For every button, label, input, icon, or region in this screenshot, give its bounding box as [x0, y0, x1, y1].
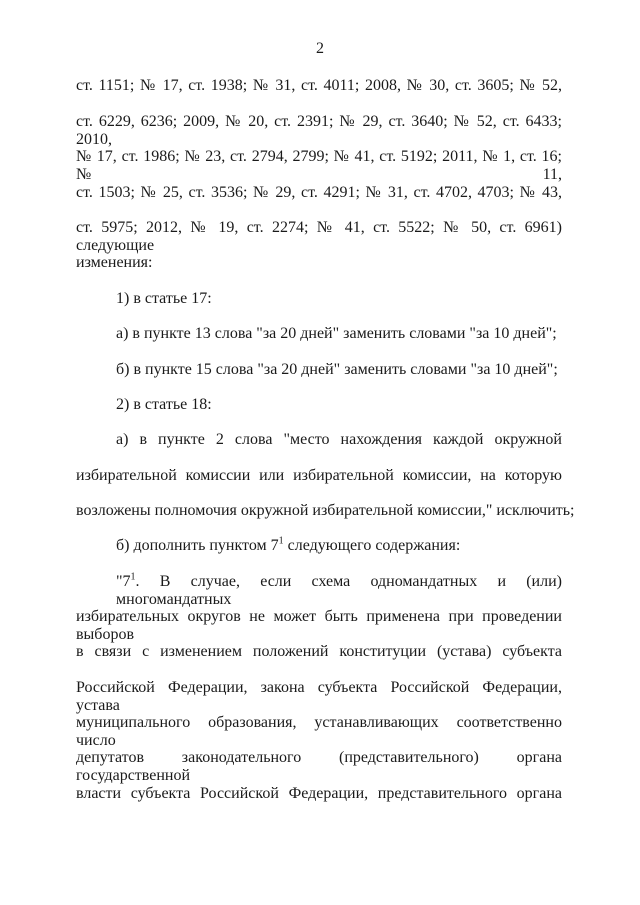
item-1-heading: 1) в статье 17:	[116, 290, 212, 307]
citation-line: изменения:	[76, 254, 153, 271]
new-point-line: власти субъекта Российской Федерации, представительного органа	[76, 785, 562, 802]
item-2a-line: возложены полномочия окружной избирательной комиссии," исключить;	[76, 502, 575, 519]
new-point-prefix: "7	[116, 573, 131, 590]
new-point-suffix: . В случае, если схема одномандатных и (или) многомандатных	[116, 573, 562, 608]
superscript: 1	[278, 535, 284, 547]
new-point-line: в связи с изменением положений конституции (устава) субъекта	[76, 643, 562, 660]
new-point-first-line	[116, 573, 562, 609]
item-2b	[116, 537, 562, 555]
new-point-line: депутатов законодательного (представительного) органа государственной	[76, 749, 562, 784]
page-number: 2	[316, 40, 324, 57]
item-2-heading: 2) в статье 18:	[116, 396, 212, 413]
citation-line: ст. 5975; 2012, № 19, ст. 2274; № 41, ст. 5522; № 50, ст. 6961) следующие	[76, 219, 562, 254]
item-1a: а) в пункте 13 слова "за 20 дней" заменить словами "за 10 дней";	[116, 325, 557, 342]
item-2b-prefix: б) дополнить пунктом 7	[116, 537, 279, 554]
item-2b-suffix: следующего содержания:	[283, 537, 461, 554]
new-point-line: избирательных округов не может быть применена при проведении выборов	[76, 608, 562, 643]
new-point-line: муниципального образования, устанавливающих соответственно число	[76, 714, 562, 749]
citation-line: ст. 1151; № 17, ст. 1938; № 31, ст. 4011; 2008, № 30, ст. 3605; № 52,	[76, 77, 562, 94]
citation-line: ст. 6229, 6236; 2009, № 20, ст. 2391; № 29, ст. 3640; № 52, ст. 6433; 2010,	[76, 113, 562, 148]
citation-line: ст. 1503; № 25, ст. 3536; № 29, ст. 4291; № 31, ст. 4702, 4703; № 43,	[76, 184, 562, 201]
item-1b: б) в пункте 15 слова "за 20 дней" заменить словами "за 10 дней";	[116, 361, 558, 378]
citation-line: № 17, ст. 1986; № 23, ст. 2794, 2799; № 41, ст. 5192; 2011, № 1, ст. 16; № 11,	[76, 148, 562, 183]
item-2a-line: а) в пункте 2 слова "место нахождения каждой окружной	[116, 431, 562, 448]
new-point-line: Российской Федерации, закона субъекта Российской Федерации, устава	[76, 679, 562, 714]
superscript: 1	[130, 571, 136, 583]
item-2a-line: избирательной комиссии или избирательной комиссии, на которую	[76, 467, 562, 484]
